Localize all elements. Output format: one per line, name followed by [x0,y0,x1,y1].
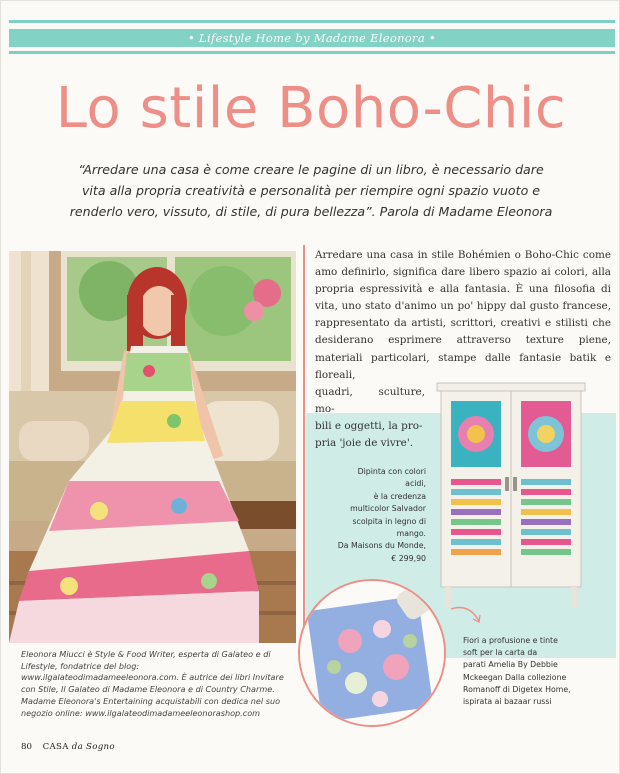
quote-line: “Arredare una casa è come creare le pagine di un libro, è necessario dare [78,162,544,177]
quote-line: vita alla propria creatività e personalità per riempire ogni spazio vuoto e [81,183,541,198]
pull-quote [61,159,561,222]
author-bio: Eleonora Miucci è Style & Food Writer, esperta di Galateo e di Lifestyle, fondatrice del blog: www.ilgalateodimadameeleonora.com. È autrice dei libri Invitare con Stile, Il Galateo di Madame Eleonora e di Country Charme. Madame Eleonora's Entertaining acquistabili con dedica nel suo negozio online: www.ilgalateodimadameeleonorashop.com [21,649,284,718]
body-paragraph: Arredare una casa in stile Bohémien o Boho-Chic come amo definirlo, significa dare libero spazio ai colori, alla propria espressività e alla fantasia. È una filosofia di vita, uno stato d'animo un po' hippy dal gusto francese, rappresentato da artisti, scrittori, creativi e stilisti che desiderano esprimere attraverso texture piene, materiali particolari, stampe dalle fantasie batik e floreali, [315,249,611,381]
section-header-band [9,20,615,56]
caption-line: ispirata ai bazaar russi [463,697,552,707]
caption-line: Da Maisons du Monde, [337,541,426,551]
article-title: Lo stile Boho-Chic [55,76,567,141]
caption-line: € 299,90 [391,553,426,563]
caption-line: Fiori a profusione e tinte [463,636,558,645]
caption-line: parati Amelia By Debbie [463,660,558,670]
magazine-name: CASA da Sogno [42,742,115,752]
section-label: • Lifestyle Home by Madame Eleonora • [187,31,437,45]
column-divider [303,245,305,665]
cabinet-image [431,381,591,609]
portrait-photo [9,251,296,643]
wallpaper-caption [463,635,603,708]
caption-line: mango. [396,529,426,539]
caption-line: Mckeegan Dalla collezione [463,672,567,682]
body-line: quadri, sculture, mo- [315,385,425,415]
caption-line: scolpita in legno di [352,516,426,526]
page-footer [21,742,115,752]
caption-line: Dipinta con colori acidi, [357,467,426,489]
cabinet-caption [336,466,426,565]
page-number: 80 [21,742,32,752]
wallpaper-roll-image [298,579,446,727]
caption-line: Romanoff di Digetex Home, [463,684,571,694]
body-line: bili e oggetti, la pro- [315,419,423,432]
quote-line: renderlo vero, vissuto, di stile, di pura bellezza”. Parola di Madame Eleonora [69,204,553,219]
caption-line: multicolor Salvador [350,504,426,514]
body-line: pria 'joie de vivre'. [315,437,413,450]
caption-line: è la credenza [373,491,426,501]
caption-line: soft per la carta da [463,648,538,658]
arrow-icon [447,601,487,631]
